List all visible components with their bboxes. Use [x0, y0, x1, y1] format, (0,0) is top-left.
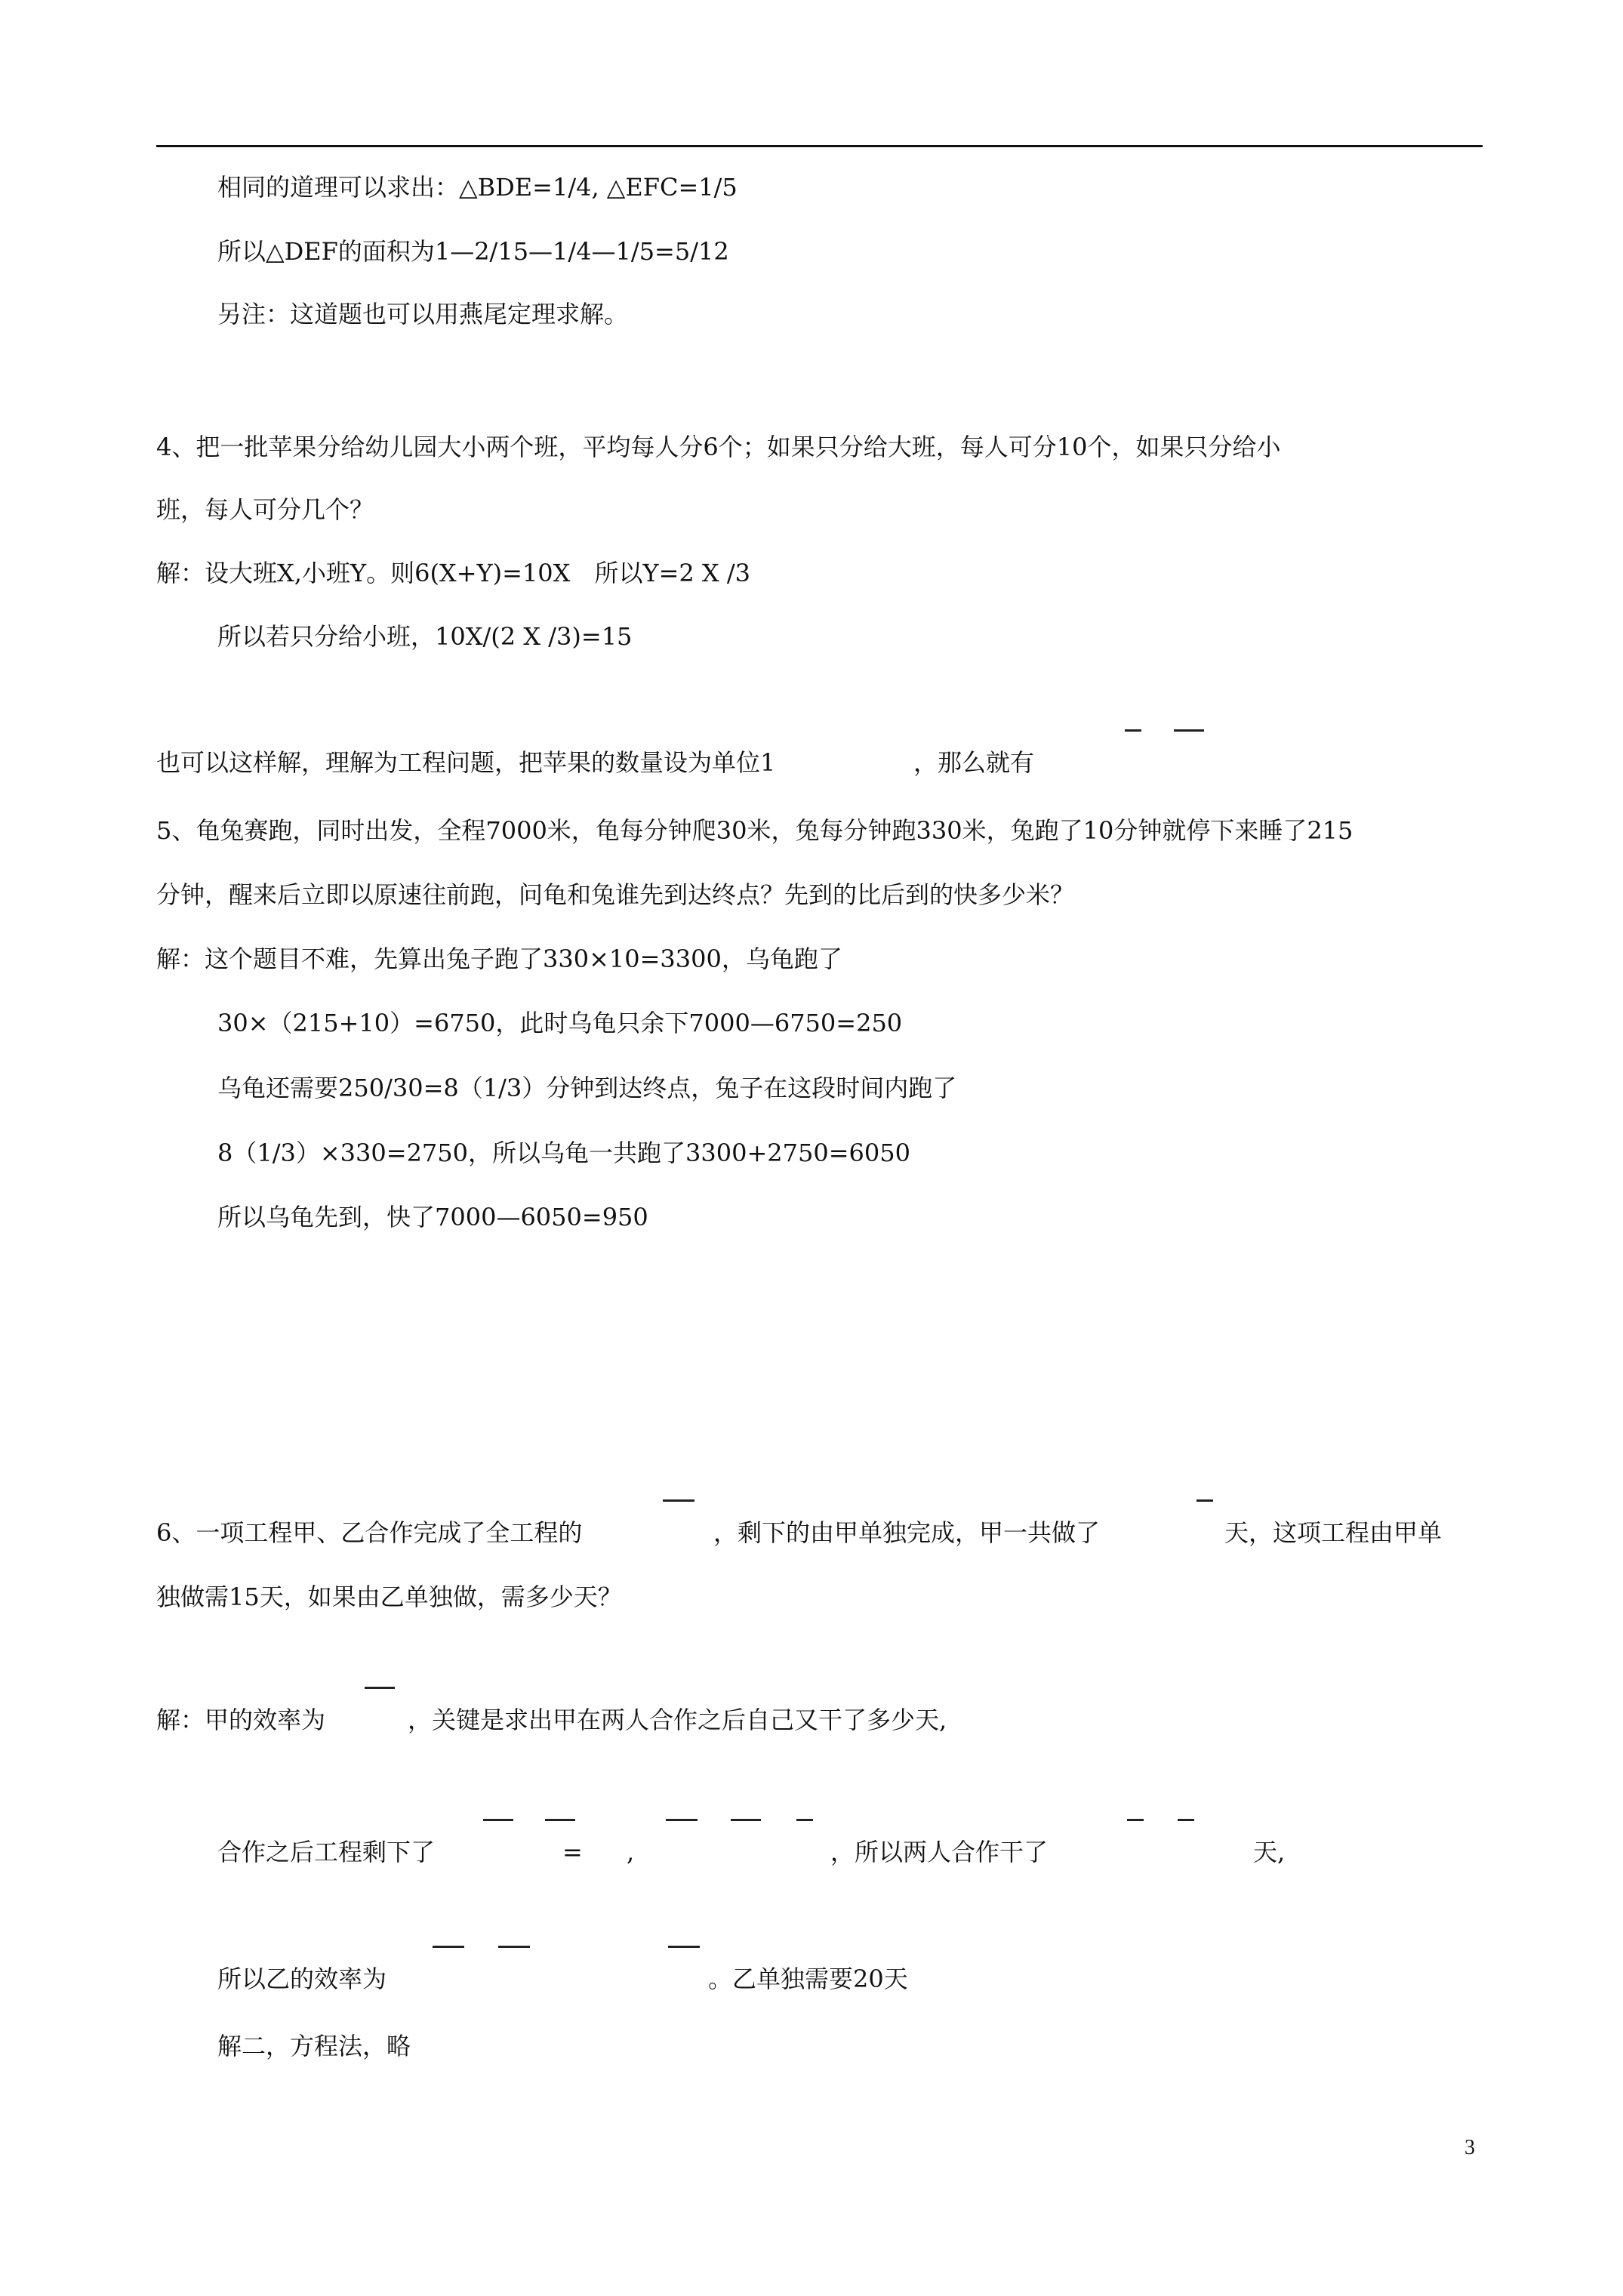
- fraction-bar: [1174, 729, 1204, 732]
- section-3-line-3: 另注：这道题也可以用燕尾定理求解。: [217, 300, 629, 328]
- fraction-bar: [1127, 1819, 1144, 1821]
- problem-6-question-part-2: ，剩下的由甲单独完成，甲一共做了: [713, 1518, 1101, 1547]
- problem-6-solution-2-equals: =: [562, 1838, 583, 1866]
- fraction-bar: [663, 1499, 694, 1502]
- problem-6-question-line-2: 独做需15天，如果由乙单独做，需多少天？: [156, 1583, 622, 1611]
- problem-5-solution-line-5: 所以乌龟先到，快了7000—6050=950: [217, 1203, 648, 1231]
- problem-5-solution-line-3: 乌龟还需要250/30=8（1/3）分钟到达终点，兔子在这段时间内跑了: [217, 1074, 957, 1102]
- problem-6-solution-2-part-1: 合作之后工程剩下了: [217, 1838, 436, 1866]
- fraction-bar: [796, 1819, 813, 1821]
- problem-6-solution-1-part-2: ，关键是求出甲在两人合作之后自己又干了多少天,: [408, 1706, 947, 1734]
- section-3-line-2: 所以△DEF的面积为1—2/15—1/4—1/5=5/12: [217, 237, 729, 266]
- problem-5-question-line-1: 5、龟兔赛跑，同时出发，全程7000米，龟每分钟爬30米，兔每分钟跑330米，兔跑了10分钟就停下来睡了215: [156, 816, 1354, 845]
- problem-6-solution-2-comma: ,: [627, 1838, 635, 1866]
- fraction-bar: [498, 1946, 530, 1948]
- problem-6-solution-2-part-2: ，所以两人合作干了: [830, 1838, 1049, 1866]
- fraction-bar: [1178, 1819, 1194, 1821]
- problem-6-solution-3-part-1: 所以乙的效率为: [217, 1965, 387, 1993]
- problem-5-question-line-2: 分钟，醒来后立即以原速往前跑，问龟和兔谁先到达终点？先到的比后到的快多少米？: [156, 880, 1075, 909]
- problem-4-alt-solution-part-2: ，那么就有: [913, 748, 1035, 777]
- problem-4-alt-solution-part-1: 也可以这样解，理解为工程问题，把苹果的数量设为单位1: [156, 748, 776, 777]
- problem-6-solution-2-part-3: 天,: [1253, 1838, 1286, 1866]
- fraction-bar: [731, 1819, 761, 1821]
- fraction-bar: [668, 1946, 700, 1948]
- problem-4-solution-line-2: 所以若只分给小班，10X/(2 X /3)=15: [217, 622, 633, 651]
- problem-6-question-part-1: 6、一项工程甲、乙合作完成了全工程的: [156, 1518, 583, 1547]
- problem-6-solution-4: 解二，方程法，略: [217, 2032, 411, 2060]
- fraction-bar: [483, 1819, 513, 1821]
- problem-4-solution-line-1: 解：设大班X,小班Y。则6(X+Y)=10X 所以Y=2 X /3: [156, 559, 751, 587]
- problem-4-question-line-2: 班，每人可分几个？: [156, 495, 374, 524]
- header-rule: [156, 145, 1483, 147]
- fraction-bar: [545, 1819, 575, 1821]
- fraction-bar: [365, 1687, 395, 1689]
- problem-6-solution-3-part-2: 。乙单独需要20天: [708, 1965, 908, 1993]
- fraction-bar: [1196, 1499, 1213, 1502]
- fraction-bar: [666, 1819, 698, 1821]
- problem-6-solution-1-part-1: 解：甲的效率为: [156, 1706, 326, 1734]
- section-3-line-1: 相同的道理可以求出：△BDE=1/4, △EFC=1/5: [217, 173, 738, 202]
- page-number: 3: [1464, 2136, 1475, 2159]
- problem-4-question-line-1: 4、把一批苹果分给幼儿园大小两个班，平均每人分6个；如果只分给大班，每人可分10个，如果只分给小: [156, 433, 1281, 461]
- problem-5-solution-line-2: 30×（215+10）=6750，此时乌龟只余下7000—6750=250: [217, 1009, 903, 1037]
- problem-6-question-part-3: 天，这项工程由甲单: [1224, 1518, 1443, 1547]
- problem-5-solution-line-4: 8（1/3）×330=2750，所以乌龟一共跑了3300+2750=6050: [217, 1139, 910, 1167]
- fraction-bar: [1125, 729, 1141, 732]
- fraction-bar: [433, 1946, 464, 1948]
- problem-5-solution-line-1: 解：这个题目不难，先算出兔子跑了330×10=3300，乌龟跑了: [156, 945, 842, 973]
